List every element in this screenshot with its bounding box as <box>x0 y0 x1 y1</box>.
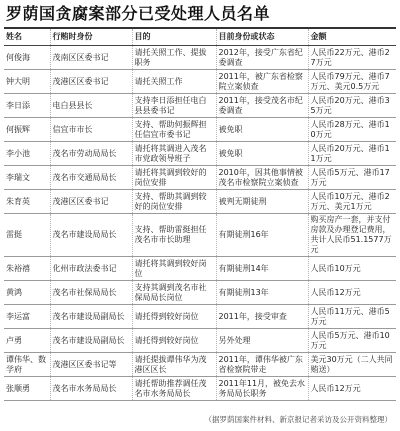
table-row <box>4 118 396 142</box>
cell-position: 茂港区区委书记等 <box>50 353 132 377</box>
cell-purpose: 支持、帮助雷挺担任茂名市市长助理 <box>132 214 216 257</box>
cell-purpose: 支持李日添担任电白县县委书记 <box>132 94 216 118</box>
cell-status: 有期徒刑13年 <box>216 281 308 305</box>
document-title: 罗荫国贪腐案部分已受处理人员名单 <box>6 4 271 23</box>
cell-amount: 人民币5万元、港币10万元 <box>308 329 396 353</box>
cell-purpose: 支持其调到茂名市社保局局长岗位 <box>132 281 216 305</box>
cell-name: 黄鸿 <box>4 281 50 305</box>
cell-position: 茂港区区委书记 <box>50 70 132 94</box>
cell-name: 李小池 <box>4 142 50 166</box>
source-caption: （据罗荫国案件材料、新京报记者采访及公开资料整理） <box>204 415 392 424</box>
cell-name: 谭伟华、数学府 <box>4 353 50 377</box>
cell-amount: 人民币20万元、港币11万元 <box>308 142 396 166</box>
cell-position: 茂名市建设局局长 <box>50 214 132 257</box>
header-position: 行贿时身份 <box>50 28 132 46</box>
cell-name: 卢勇 <box>4 329 50 353</box>
cell-position: 茂名市社保局局长 <box>50 281 132 305</box>
table-row <box>4 329 396 353</box>
table-row <box>4 70 396 94</box>
table-header-row <box>4 28 396 46</box>
cell-amount: 人民币12万元 <box>308 377 396 401</box>
cell-name: 朱裕禧 <box>4 257 50 281</box>
cell-name: 雷挺 <box>4 214 50 257</box>
cell-status: 有期徒刑16年 <box>216 214 308 257</box>
cell-status: 另外处理 <box>216 329 308 353</box>
cell-status: 2011年11月，被免去水务局局长职务 <box>216 377 308 401</box>
cell-status: 2011年，被广东省检察院立案侦查 <box>216 70 308 94</box>
cell-position: 茂名市劳动局局长 <box>50 142 132 166</box>
cell-amount: 人民币12万元 <box>308 281 396 305</box>
table-row <box>4 214 396 257</box>
header-amount: 金额 <box>308 28 396 46</box>
cell-status: 被免职 <box>216 118 308 142</box>
cell-purpose: 请托得到较好岗位 <box>132 305 216 329</box>
cell-name: 李运富 <box>4 305 50 329</box>
cell-purpose: 请托将其调到较好岗位 <box>132 257 216 281</box>
cell-amount: 人民币10万元、港币2万元、美元1万元 <box>308 190 396 214</box>
cell-purpose: 请托提拔谭伟华为茂港区区长 <box>132 353 216 377</box>
cell-status: 有期徒刑14年 <box>216 257 308 281</box>
cell-name: 钟大明 <box>4 70 50 94</box>
cell-status: 2012年，接受广东省纪委调查 <box>216 46 308 70</box>
cell-position: 茂名市建设局副局长 <box>50 329 132 353</box>
cell-name: 李瑞文 <box>4 166 50 190</box>
cell-name: 何振辉 <box>4 118 50 142</box>
cell-amount: 人民币10万元 <box>308 257 396 281</box>
table-row <box>4 257 396 281</box>
cell-position: 电白县县长 <box>50 94 132 118</box>
cell-position: 茂港区区委书记 <box>50 190 132 214</box>
table-row <box>4 166 396 190</box>
cell-purpose: 支持、帮助何振辉担任信宜市委书记 <box>132 118 216 142</box>
officials-table <box>4 27 396 401</box>
cell-name: 张顺勇 <box>4 377 50 401</box>
cell-status: 被免职 <box>216 142 308 166</box>
table-row <box>4 94 396 118</box>
cell-purpose: 请托将其调进入茂名市党政领导班子 <box>132 142 216 166</box>
cell-position: 信宜市市长 <box>50 118 132 142</box>
cell-status: 2011年，谭伟华被广东省检察院带走 <box>216 353 308 377</box>
table-row <box>4 142 396 166</box>
cell-purpose: 请托帮助推荐调任茂名市水务局局长 <box>132 377 216 401</box>
cell-purpose: 请托关照工作、提拔职务 <box>132 46 216 70</box>
cell-position: 茂名市建设局副局长 <box>50 305 132 329</box>
header-name: 姓名 <box>4 28 50 46</box>
cell-position: 化州市政法委书记 <box>50 257 132 281</box>
cell-amount: 人民币11万元、港币5万元 <box>308 305 396 329</box>
cell-purpose: 请托将其调到较好的岗位安排 <box>132 166 216 190</box>
cell-amount: 人民币5万元、港币17万元 <box>308 166 396 190</box>
cell-amount: 人民币79万元、港币7万元、美元0.5万元 <box>308 70 396 94</box>
cell-position: 茂南区区委书记 <box>50 46 132 70</box>
cell-status: 2010年，因其他事情被茂名市检察院立案侦查 <box>216 166 308 190</box>
table-row <box>4 305 396 329</box>
cell-amount: 人民币22万元、港币27万元 <box>308 46 396 70</box>
table-row <box>4 281 396 305</box>
cell-amount: 人民币20万元、港币35万元 <box>308 94 396 118</box>
cell-purpose: 请托得到较好岗位 <box>132 329 216 353</box>
cell-position: 茂名市交通局局长 <box>50 166 132 190</box>
cell-amount: 购买房产一套，并支付房款及办理登记费用，共计人民币51.1577万元 <box>308 214 396 257</box>
table-row <box>4 46 396 70</box>
cell-name: 何俊海 <box>4 46 50 70</box>
table-row <box>4 190 396 214</box>
table-row <box>4 377 396 401</box>
header-purpose: 目的 <box>132 28 216 46</box>
cell-position: 茂名市水务局局长 <box>50 377 132 401</box>
cell-name: 朱育英 <box>4 190 50 214</box>
cell-name: 李日添 <box>4 94 50 118</box>
cell-purpose: 支持、帮助其调到较好的岗位安排 <box>132 190 216 214</box>
cell-amount: 美元30万元（二人共同贿送） <box>308 353 396 377</box>
cell-status: 2011年，接受茂名市纪委调查 <box>216 94 308 118</box>
cell-status: 被判无期徒刑 <box>216 190 308 214</box>
cell-purpose: 请托关照工作 <box>132 70 216 94</box>
cell-amount: 人民币28万元、港币10万元 <box>308 118 396 142</box>
header-status: 目前身份或状态 <box>216 28 308 46</box>
cell-status: 2011年，接受审查 <box>216 305 308 329</box>
table-row <box>4 353 396 377</box>
